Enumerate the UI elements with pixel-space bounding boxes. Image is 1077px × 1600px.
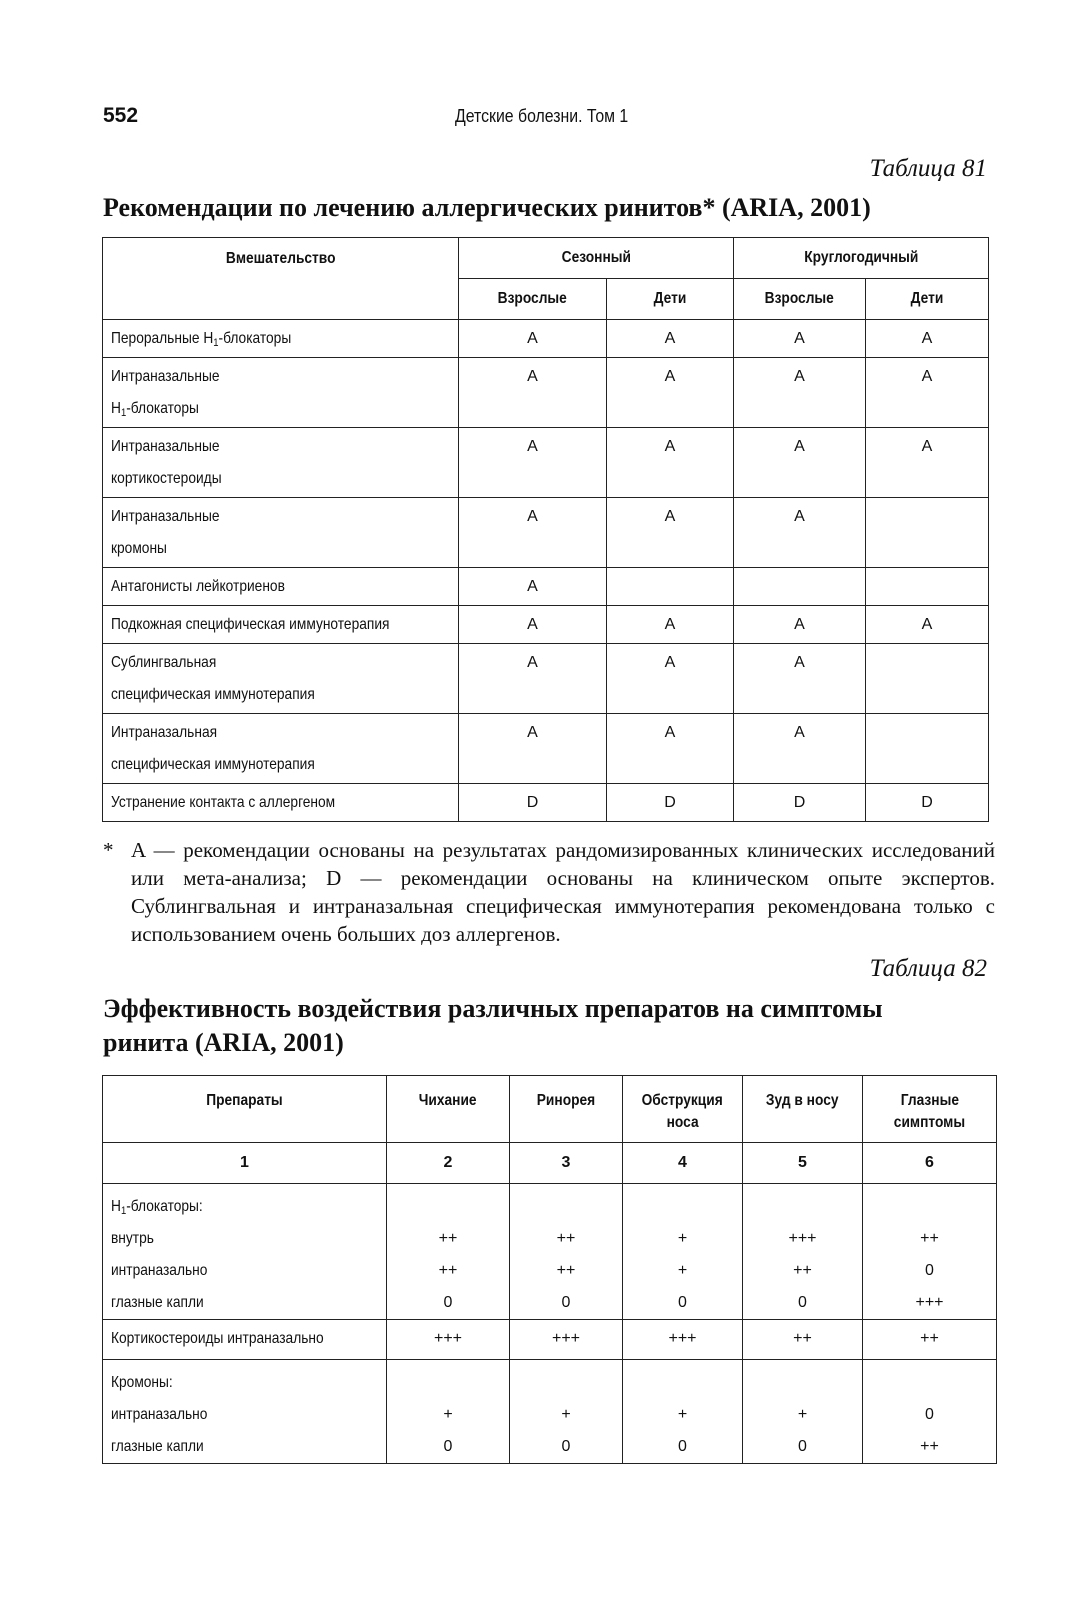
- row-label: $H_1$-блокаторы: внутрь интраназально глазные капли: [103, 1184, 387, 1320]
- cell-value: ++ ++ 0: [510, 1184, 623, 1320]
- cell-value: +++: [510, 1320, 623, 1360]
- cell-value: + 0: [623, 1360, 743, 1464]
- cell-value: A: [459, 358, 607, 428]
- cell-value: A: [734, 498, 866, 568]
- cell-value: A: [459, 606, 607, 644]
- table-81-footnote: [103, 836, 995, 948]
- cell-value: A: [459, 320, 607, 358]
- col-header-eye-symptoms: Глазные симптомы: [863, 1076, 997, 1143]
- cell-value: A: [734, 320, 866, 358]
- cell-value: A: [866, 320, 989, 358]
- cell-value: ++: [863, 1320, 997, 1360]
- page-number: 552: [103, 104, 139, 127]
- cell-value: + 0: [743, 1360, 863, 1464]
- cell-value: + 0: [510, 1360, 623, 1464]
- cell-value: 0 ++: [863, 1360, 997, 1464]
- cell-value: [866, 568, 989, 606]
- footnote-text: A — рекомендации основаны на результатах рандомизированных клинических исследований или мета-анализа; D — рекомендации основаны на клиническом опыте экспертов. Сублингвальная и интраназальная специфическая иммунотерапия рекомендована только с использованием очень больших доз аллергенов.: [131, 838, 995, 946]
- row-label: Интраназальные $H_1$-блокаторы: [103, 358, 459, 428]
- footnote-mark: *: [103, 838, 114, 862]
- col-header-seasonal-children: Дети: [607, 279, 734, 320]
- cell-value: A: [607, 606, 734, 644]
- cell-value: A: [459, 498, 607, 568]
- col-header-drugs: Препараты: [103, 1076, 387, 1143]
- cell-value: A: [459, 644, 607, 714]
- table-row: [103, 358, 989, 428]
- col-header-rhinorrhea: Ринорея: [510, 1076, 623, 1143]
- col-header-obstruction: Обструкция носа: [623, 1076, 743, 1143]
- cell-value: A: [734, 606, 866, 644]
- cell-value: D: [459, 784, 607, 822]
- row-label: Интраназальная специфическая иммунотерапия: [103, 714, 459, 784]
- cell-value: + 0: [387, 1360, 510, 1464]
- table-row: [103, 1320, 997, 1360]
- cell-value: +++: [623, 1320, 743, 1360]
- table-row: [103, 428, 989, 498]
- table-81-caption: Таблица 81: [869, 155, 987, 182]
- col-header-perennial-adults: Взрослые: [734, 279, 866, 320]
- cell-value: A: [607, 498, 734, 568]
- col-header-perennial: Круглогодичный: [734, 238, 989, 279]
- cell-value: A: [866, 428, 989, 498]
- cell-value: D: [607, 784, 734, 822]
- col-header-seasonal-adults: Взрослые: [459, 279, 607, 320]
- cell-value: A: [607, 644, 734, 714]
- cell-value: [866, 714, 989, 784]
- cell-value: D: [866, 784, 989, 822]
- row-label: Интраназальные кортикостероиды: [103, 428, 459, 498]
- cell-value: [866, 644, 989, 714]
- table-81-title: Рекомендации по лечению аллергических ринитов* (ARIA, 2001): [103, 193, 871, 222]
- cell-value: A: [459, 428, 607, 498]
- col-number: 6: [863, 1143, 997, 1184]
- col-number: 3: [510, 1143, 623, 1184]
- table-row: [103, 320, 989, 358]
- row-label: Сублингвальная специфическая иммунотерапия: [103, 644, 459, 714]
- cell-value: A: [866, 358, 989, 428]
- col-header-intervention: Вмешательство: [103, 238, 459, 320]
- cell-value: +++ ++ 0: [743, 1184, 863, 1320]
- row-label: Кромоны: интраназально глазные капли: [103, 1360, 387, 1464]
- cell-value: [607, 568, 734, 606]
- row-label: Антагонисты лейкотриенов: [103, 568, 459, 606]
- table-82-title-line2: ринита (ARIA, 2001): [103, 1028, 344, 1057]
- cell-value: [734, 568, 866, 606]
- table-82: [102, 1075, 997, 1464]
- col-header-perennial-children: Дети: [866, 279, 989, 320]
- row-label: Интраназальные кромоны: [103, 498, 459, 568]
- table-row: [103, 1184, 997, 1320]
- cell-value: A: [607, 320, 734, 358]
- cell-value: +++: [387, 1320, 510, 1360]
- row-label: Кортикостероиды интраназально: [103, 1320, 387, 1360]
- table-row: [103, 714, 989, 784]
- col-number: 1: [103, 1143, 387, 1184]
- table-row: [103, 498, 989, 568]
- col-header-sneezing: Чихание: [387, 1076, 510, 1143]
- cell-value: ++: [743, 1320, 863, 1360]
- col-number: 5: [743, 1143, 863, 1184]
- cell-value: + + 0: [623, 1184, 743, 1320]
- cell-value: A: [607, 714, 734, 784]
- cell-value: A: [607, 428, 734, 498]
- cell-value: ++ ++ 0: [387, 1184, 510, 1320]
- col-header-itching: Зуд в носу: [743, 1076, 863, 1143]
- row-label: Пероральные $H_1$-блокаторы: [103, 320, 459, 358]
- cell-value: D: [734, 784, 866, 822]
- table-row: [103, 606, 989, 644]
- table-82-title-line1: Эффективность воздействия различных препаратов на симптомы: [103, 994, 883, 1023]
- cell-value: A: [459, 714, 607, 784]
- col-header-seasonal: Сезонный: [459, 238, 734, 279]
- running-title: Детские болезни. Том 1: [455, 106, 629, 126]
- cell-value: A: [459, 568, 607, 606]
- cell-value: A: [734, 358, 866, 428]
- col-number: 4: [623, 1143, 743, 1184]
- cell-value: A: [734, 428, 866, 498]
- col-number: 2: [387, 1143, 510, 1184]
- row-label: Подкожная специфическая иммунотерапия: [103, 606, 459, 644]
- table-81: [102, 237, 989, 822]
- cell-value: A: [607, 358, 734, 428]
- table-row: [103, 568, 989, 606]
- table-row: [103, 784, 989, 822]
- cell-value: A: [734, 644, 866, 714]
- table-row: [103, 644, 989, 714]
- row-label: Устранение контакта с аллергеном: [103, 784, 459, 822]
- table-82-title: [103, 992, 883, 1060]
- table-82-caption: Таблица 82: [869, 955, 987, 982]
- cell-value: A: [734, 714, 866, 784]
- cell-value: A: [866, 606, 989, 644]
- cell-value: ++ 0 +++: [863, 1184, 997, 1320]
- table-row: [103, 1360, 997, 1464]
- cell-value: [866, 498, 989, 568]
